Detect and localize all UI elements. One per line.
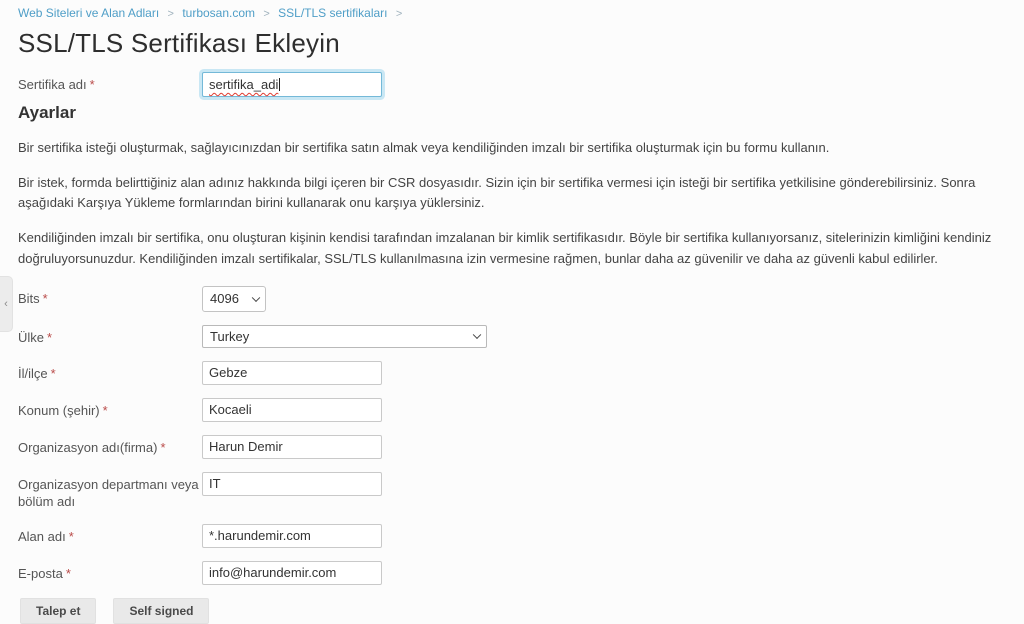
required-asterisk: * bbox=[89, 77, 95, 92]
request-button[interactable]: Talep et bbox=[20, 598, 96, 624]
certificate-name-input[interactable] bbox=[202, 72, 382, 97]
email-row bbox=[18, 561, 1004, 585]
email-label-text: E-posta bbox=[18, 565, 63, 581]
chevron-left-icon: ‹ bbox=[4, 297, 8, 310]
certificate-name-label bbox=[18, 72, 202, 94]
country-row bbox=[18, 325, 1004, 348]
certificate-form bbox=[18, 286, 1004, 624]
required-asterisk: * bbox=[50, 365, 56, 381]
country-label bbox=[18, 325, 202, 347]
page-title: SSL/TLS Sertifikası Ekleyin bbox=[18, 28, 340, 58]
text-caret bbox=[279, 78, 280, 91]
domain-name-label-text: Alan adı bbox=[18, 528, 66, 544]
settings-heading: Ayarlar bbox=[18, 103, 76, 122]
organization-input[interactable] bbox=[202, 435, 382, 459]
required-asterisk: * bbox=[102, 402, 108, 418]
breadcrumb bbox=[18, 6, 1004, 21]
intro-paragraph: Bir sertifika isteği oluşturmak, sağlayıcınızdan bir sertifika satın almak veya kendiliğinden imzalı bir sertifika oluşturmak için bu formu kullanın. bbox=[18, 140, 830, 155]
breadcrumb-link-turbosan[interactable]: turbosan.com bbox=[182, 6, 256, 20]
required-asterisk: * bbox=[42, 290, 48, 306]
country-label-text: Ülke bbox=[18, 329, 45, 345]
domain-name-input[interactable] bbox=[202, 524, 382, 548]
required-asterisk: * bbox=[68, 528, 74, 544]
self-signed-button[interactable]: Self signed bbox=[113, 598, 209, 624]
district-label bbox=[18, 361, 202, 383]
bits-select[interactable] bbox=[202, 286, 266, 312]
department-label bbox=[18, 472, 202, 511]
self-signed-info-paragraph: Kendiliğinden imzalı bir sertifika, onu oluşturan kişinin kendisi tarafından imzalanan bir kimlik sertifikasıdır. Böyle bir sertifika kullanıyorsanız, sitelerinizin kimliğini kendiniz doğruluyorsunuzdur. Kendiliğinden imzalı sertifikalar, SSL/TLS kullanılmasına izin vermesine rağmen, bunlar daha az güvenilir ve daha az güvenli kabul edilirler. bbox=[18, 230, 992, 266]
city-row bbox=[18, 398, 1004, 422]
department-label-text: Organizasyon departmanı veya bölüm adı bbox=[18, 476, 199, 510]
breadcrumb-link-websites-domains[interactable]: Web Siteleri ve Alan Adları bbox=[18, 6, 160, 20]
district-input[interactable] bbox=[202, 361, 382, 385]
csr-info-paragraph: Bir istek, formda belirttiğiniz alan adınız hakkında bilgi içeren bir CSR dosyasıdır. Sizin için bir sertifika vermesi için isteği bir sertifika yetkilisine gönderebilirsiniz. Sonra aşağıdaki Karşıya Yükleme formlarından birini kullanarak onu karşıya yüklersiniz. bbox=[18, 175, 976, 211]
certificate-name-row bbox=[18, 72, 1004, 97]
district-row bbox=[18, 361, 1004, 385]
organization-row bbox=[18, 435, 1004, 459]
city-input[interactable] bbox=[202, 398, 382, 422]
city-label bbox=[18, 398, 202, 420]
certificate-name-value: sertifika_adi bbox=[209, 77, 279, 92]
bits-label bbox=[18, 286, 202, 308]
organization-label bbox=[18, 435, 202, 457]
bits-row bbox=[18, 286, 1004, 312]
city-label-text: Konum (şehir) bbox=[18, 402, 100, 418]
department-row bbox=[18, 472, 1004, 511]
domain-name-label bbox=[18, 524, 202, 546]
organization-label-text: Organizasyon adı(firma) bbox=[18, 439, 158, 455]
department-input[interactable] bbox=[202, 472, 382, 496]
required-asterisk: * bbox=[47, 329, 53, 345]
sidebar-expand-toggle[interactable] bbox=[0, 276, 13, 332]
bits-label-text: Bits bbox=[18, 290, 40, 306]
breadcrumb-separator: > bbox=[263, 8, 270, 20]
district-label-text: İl/ilçe bbox=[18, 365, 48, 381]
required-asterisk: * bbox=[160, 439, 166, 455]
email-input[interactable] bbox=[202, 561, 382, 585]
breadcrumb-link-ssl-certificates[interactable]: SSL/TLS sertifikaları bbox=[278, 6, 388, 20]
country-select-wrap bbox=[202, 325, 487, 348]
domain-name-row bbox=[18, 524, 1004, 548]
form-buttons bbox=[20, 598, 1004, 624]
certificate-name-label-text: Sertifika adı bbox=[18, 77, 87, 92]
country-select[interactable] bbox=[202, 325, 487, 348]
breadcrumb-separator: > bbox=[395, 8, 403, 20]
required-asterisk: * bbox=[65, 565, 71, 581]
bits-select-wrap bbox=[202, 286, 266, 312]
breadcrumb-separator: > bbox=[167, 8, 174, 20]
email-label bbox=[18, 561, 202, 583]
